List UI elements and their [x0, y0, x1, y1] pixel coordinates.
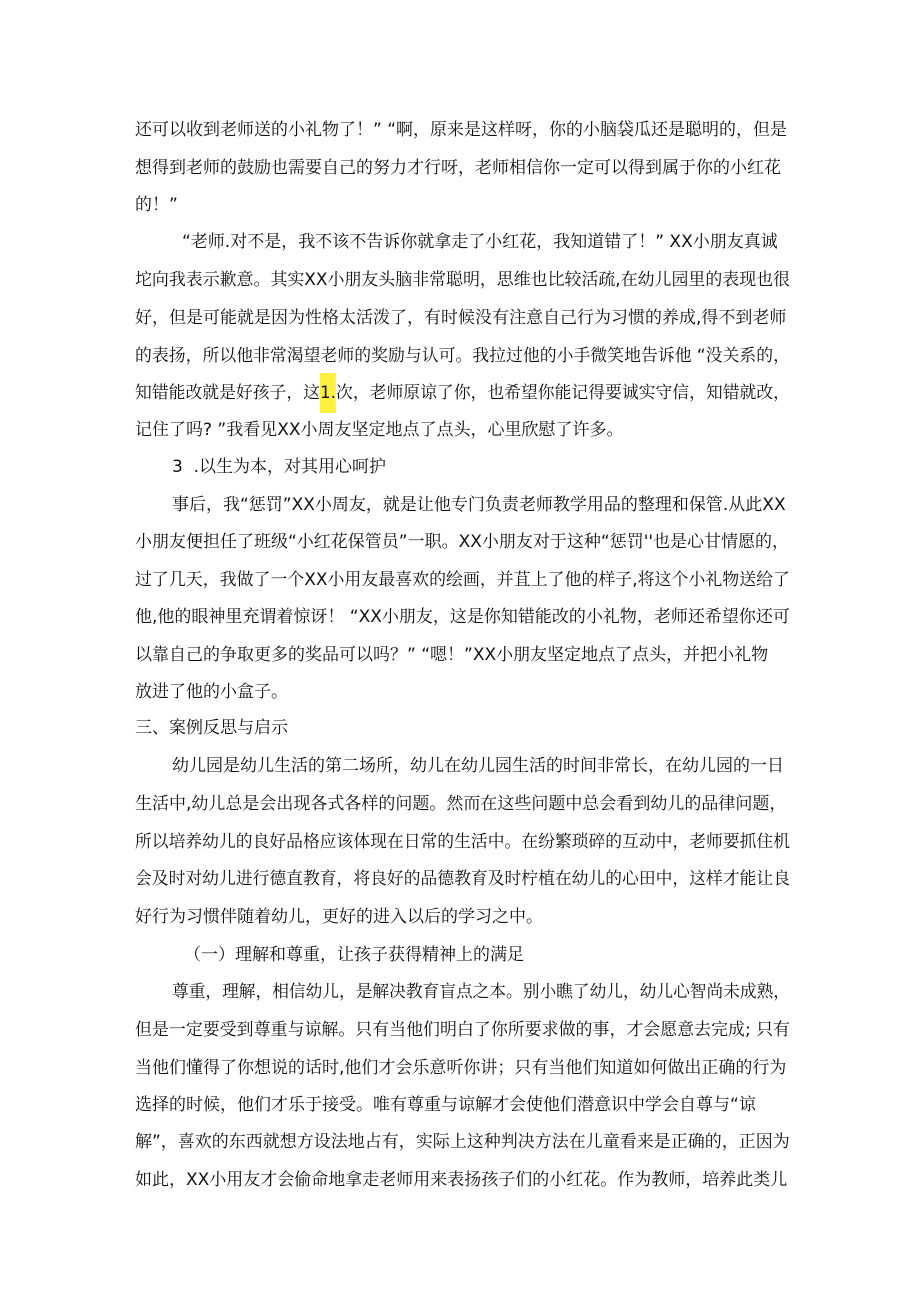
body-line — [135, 185, 790, 225]
line-text: 小朋友便担任了班级“小红花保管员”一职。XX小朋友对于这种“惩罚''也是心甘情愿的， — [135, 532, 790, 552]
body-line — [135, 597, 790, 637]
heading-text: 三、案例反思与启示 — [135, 718, 288, 738]
body-line — [135, 1010, 788, 1050]
line-text: 放进了他的小盒子。 — [135, 682, 288, 702]
body-line — [135, 672, 790, 712]
body-line — [135, 859, 790, 899]
line-text: 想得到老师的鼓励也需要自己的努力才行呀，老师相信你一定可以得到属于你的小红花 — [135, 158, 781, 178]
body-line — [135, 822, 790, 862]
section-heading — [172, 447, 790, 487]
line-text: 的！” — [135, 195, 178, 215]
body-line — [135, 1048, 790, 1088]
line-text: 以靠自己的争取更多的奖品可以吗？” “嗯！”XX小朋友坚定地点了点头，并把小礼物 — [135, 645, 769, 665]
body-line — [135, 410, 790, 450]
line-text: 尊重，理解，相信幼儿，是解决教育盲点之本。别小瞧了幼儿，幼儿心智尚未成熟， — [172, 982, 790, 1002]
line-text: 好，但是可能就是因为性格太活泼了，有时候没有注意自己行为习惯的养成,得不到老师 — [135, 308, 787, 328]
line-text: 生活中,幼儿总是会出现各式各样的问题。然而在这些问题中总会看到幼儿的品律问题， — [135, 794, 787, 814]
body-line — [172, 746, 790, 786]
line-text: “老师.对不是，我不该不告诉你就拿走了小红花，我知道错了！” XX小朋友真诚 — [182, 232, 778, 252]
line-text: 所以培养幼儿的良好品格应该体现在日常的生活中。在纷繁琐碎的互动中，老师要抓住机 — [135, 832, 790, 852]
line-text: 记住了吗? ”我看见XX小周友坚定地点了点头，心里欣慰了许多。 — [135, 420, 624, 440]
body-line — [135, 260, 790, 300]
body-line — [135, 560, 790, 600]
body-line — [135, 373, 790, 413]
body-line — [135, 110, 790, 150]
body-line — [135, 522, 790, 562]
body-line — [135, 897, 790, 937]
body-line — [135, 336, 790, 376]
line-text: 如此，XX小用友才会偷命地拿走老师用来表扬孩子们的小红花。作为教师，培养此类儿 — [135, 1170, 788, 1190]
body-line — [135, 1160, 790, 1200]
line-text: 幼儿园是幼儿生活的第二场所，幼儿在幼儿园生活的时间非常长，在幼儿园的一日 — [172, 756, 784, 776]
line-text: 知错能改就是好孩子，这 — [135, 383, 320, 403]
line-text: 坨向我表示歉意。其实XX小朋友头脑非常聪明，思维也比较活疏,在幼儿园里的表现也很 — [135, 270, 790, 290]
line-text: 过了几天，我做了一个XX小用友最喜欢的绘画，并苴上了他的样子,将这个小礼物送给了 — [135, 570, 790, 590]
section-heading — [135, 708, 790, 748]
line-text: 当他们懂得了你想说的话时,他们才会乐意听你讲；只有当他们知道如何做出正确的行为 — [135, 1058, 787, 1078]
line-text: 会及时对幼儿进行德直教育，将良好的品德教育及时柠植在幼儿的心田中，这样才能让良 — [135, 869, 790, 889]
body-line — [172, 485, 790, 525]
body-line — [135, 1085, 790, 1125]
line-text: 但是一定要受到尊重与谅解。只有当他们明白了你所要求做的事，才会愿意去完成; 只有 — [135, 1020, 790, 1040]
line-text: 次，老师原谅了你，也希望你能记得要诚实守信，知错就改， — [336, 383, 790, 403]
line-text: 事后，我“惩罚”XX小周友，就是让他专门负责老师教学用品的整理和保管.从此XX — [172, 495, 786, 515]
body-line — [135, 635, 790, 675]
line-text: 解”，喜欢的东西就想方设法地占有，实际上这种判决方法在儿童看来是正确的，正因为 — [135, 1132, 790, 1152]
line-text: 选择的时候，他们才乐于接受。唯有尊重与谅解才会使他们潜意识中学会自尊与“谅 — [135, 1095, 756, 1115]
line-text: 还可以收到老师送的小礼物了！” “啊，原来是这样呀，你的小脑袋瓜还是聪明的，但是 — [135, 120, 788, 140]
heading-text: （一）理解和尊重，让孩子获得精神上的满足 — [184, 945, 524, 965]
body-line — [172, 972, 790, 1012]
body-line — [182, 222, 790, 262]
heading-text: 3 .以生为本，对其用心呵护 — [172, 457, 387, 477]
body-line — [135, 298, 790, 338]
line-text: 的表扬，所以他非常渴望老师的奖励与认可。我拉过他的小手微笑地告诉他 “没关系的， — [135, 346, 790, 366]
sub-heading — [184, 935, 790, 975]
highlighted-number: 1. — [320, 373, 336, 413]
line-text: 好行为习惯伴随着幼儿，更好的进入以后的学习之中。 — [135, 907, 543, 927]
body-line — [135, 784, 790, 824]
line-text: 他,他的眼神里充谓着惊讶！ “XX小朋友，这是你知错能改的小礼物，老师还希望你还可 — [135, 607, 790, 627]
body-line — [135, 148, 790, 188]
body-line — [135, 1122, 790, 1162]
